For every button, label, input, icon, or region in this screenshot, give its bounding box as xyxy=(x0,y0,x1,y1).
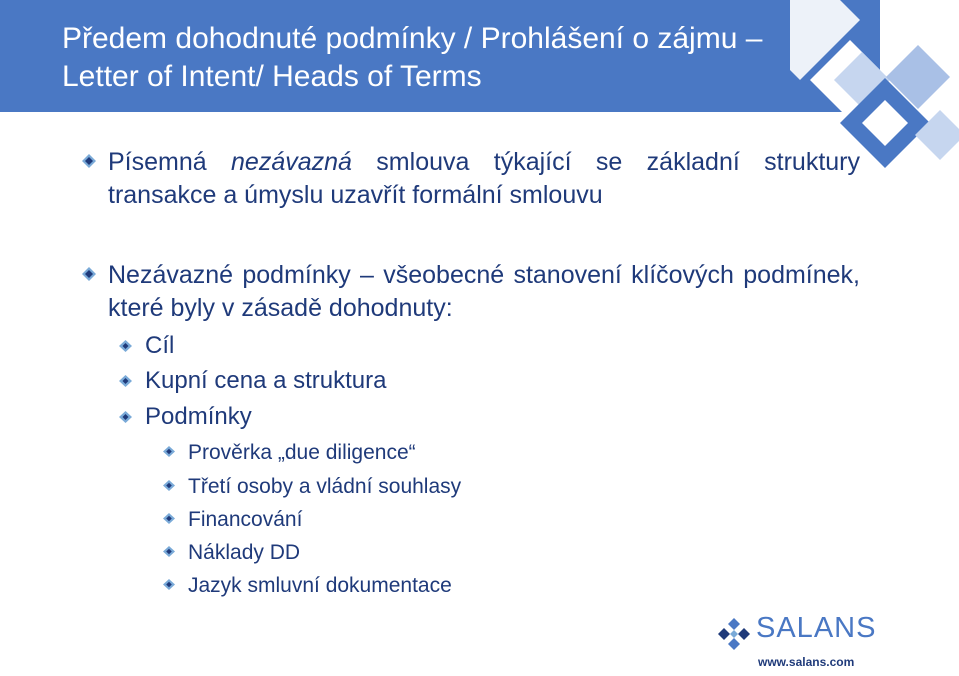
logo-name: SALANS xyxy=(756,612,877,644)
diamond-bullet-icon xyxy=(80,267,98,281)
subsub-bullet-text: Náklady DD xyxy=(188,541,301,564)
subsub-bullet-text: Financování xyxy=(188,508,303,531)
diamond-cluster-logo-icon xyxy=(718,618,750,650)
bullet-text: Nezávazné podmínky – všeobecné stanovení klíčových podmínek, které byly v zásadě dohodnuty: xyxy=(108,261,860,322)
subsub-bullet-due-diligence xyxy=(162,439,416,466)
diamond-bullet-icon xyxy=(118,340,133,352)
subsub-bullet-dd-costs xyxy=(162,539,300,566)
sub-bullet-text: Kupní cena a struktura xyxy=(145,367,387,394)
diamond-bullet-icon xyxy=(80,154,98,168)
subsub-bullet-third-parties xyxy=(162,473,461,500)
subsub-bullet-financing xyxy=(162,506,302,533)
diamond-bullet-icon xyxy=(162,579,176,590)
slide-title: Předem dohodnuté podmínky / Prohlášení o zájmu – Letter of Intent/ Heads of Terms xyxy=(62,22,763,93)
sub-bullet-text: Podmínky xyxy=(145,403,252,430)
subsub-bullet-language xyxy=(162,572,452,599)
sub-bullet-goal xyxy=(118,331,174,361)
bullet-text: Písemná nezávazná smlouva týkající se základní struktury transakce a úmyslu uzavřít formální smlouvu xyxy=(108,148,860,209)
diamond-bullet-icon xyxy=(118,411,133,423)
bullet-nonbinding-terms xyxy=(80,259,860,325)
bullet-written-nonbinding xyxy=(80,146,860,212)
diamond-bullet-icon xyxy=(162,480,176,491)
logo-url: www.salans.com xyxy=(758,655,855,669)
diamond-bullet-icon xyxy=(118,375,133,387)
diamond-bullet-icon xyxy=(162,513,176,524)
subsub-bullet-text: Jazyk smluvní dokumentace xyxy=(188,574,452,597)
diamond-bullet-icon xyxy=(162,446,176,457)
sub-bullet-price xyxy=(118,366,386,396)
subsub-bullet-text: Prověrka „due diligence“ xyxy=(188,441,416,464)
sub-bullet-text: Cíl xyxy=(145,332,175,359)
sub-bullet-conditions xyxy=(118,402,252,432)
subsub-bullet-text: Třetí osoby a vládní souhlasy xyxy=(188,475,462,498)
diamond-bullet-icon xyxy=(162,546,176,557)
